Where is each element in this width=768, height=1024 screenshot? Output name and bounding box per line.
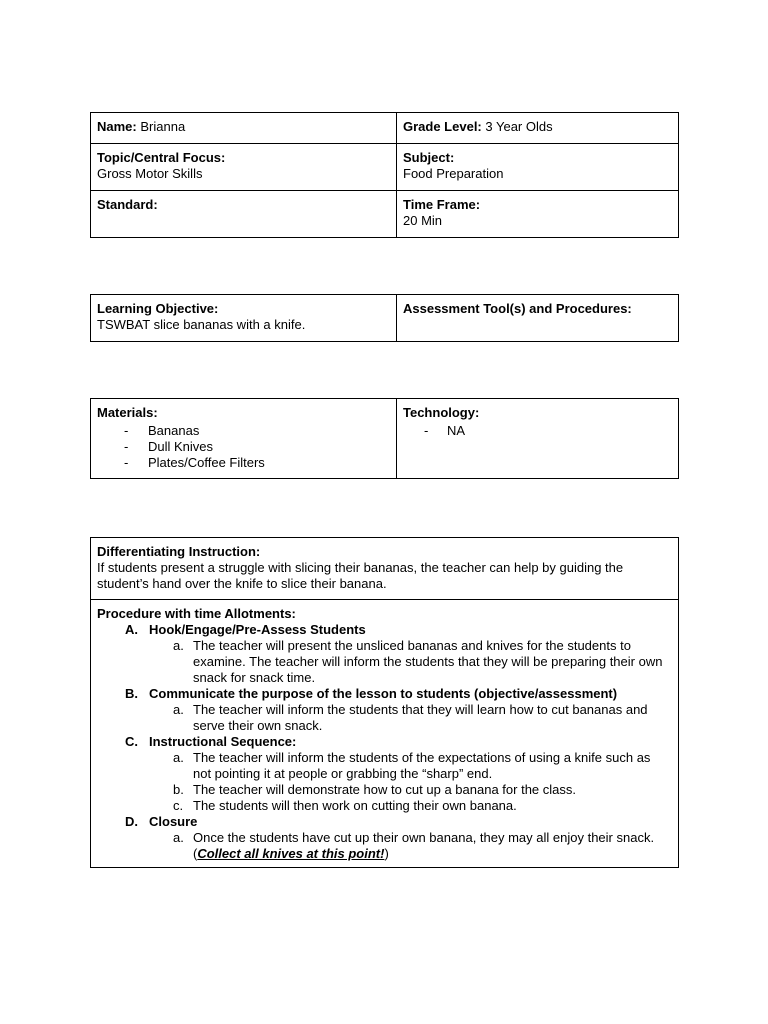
- substep-text: The teacher will inform the students of the expectations of using a knife such as not pointing it at people or grabbing the “sharp” end.: [193, 750, 651, 781]
- step-marker: A.: [125, 622, 138, 637]
- procedure-steps: [97, 622, 672, 862]
- procedure-step: [97, 814, 672, 862]
- list-item: [149, 638, 672, 686]
- header-table: [90, 112, 679, 238]
- list-item: - Plates/Coffee Filters: [97, 455, 390, 471]
- materials-table: [90, 398, 679, 479]
- objective-label: Learning Objective:: [97, 301, 219, 316]
- step-marker: D.: [125, 814, 138, 829]
- name-value: Brianna: [140, 119, 186, 134]
- procedure-step: [97, 734, 672, 814]
- materials-list: [97, 423, 390, 471]
- technology-cell: [397, 399, 679, 479]
- timeframe-label: Time Frame:: [403, 197, 481, 212]
- step-substeps: [149, 638, 672, 686]
- list-item: [149, 702, 672, 734]
- assessment-cell: [397, 295, 679, 342]
- substep-marker: c.: [173, 798, 184, 813]
- step-marker: C.: [125, 734, 138, 749]
- name-cell: [91, 113, 397, 144]
- procedure-step: [97, 686, 672, 734]
- subject-cell: [397, 144, 679, 191]
- step-substeps: [149, 750, 672, 814]
- subject-label: Subject:: [403, 150, 455, 165]
- topic-cell: [91, 144, 397, 191]
- list-item: [149, 830, 672, 862]
- differentiating-cell: [91, 538, 679, 600]
- objective-table: [90, 294, 679, 342]
- instruction-table: [90, 537, 679, 868]
- grade-cell: [397, 113, 679, 144]
- technology-list: [403, 423, 672, 439]
- list-item: - NA: [403, 423, 672, 439]
- substep-marker: b.: [173, 782, 184, 797]
- materials-label: Materials:: [97, 405, 158, 420]
- substep-marker: a.: [173, 702, 184, 717]
- technology-label: Technology:: [403, 405, 480, 420]
- name-label: Name:: [97, 119, 137, 134]
- substep-marker: a.: [173, 638, 184, 653]
- assessment-label: Assessment Tool(s) and Procedures:: [403, 301, 632, 316]
- step-marker: B.: [125, 686, 138, 701]
- materials-cell: [91, 399, 397, 479]
- substep-text: The teacher will inform the students that they will learn how to cut bananas and serve their own snack.: [193, 702, 648, 733]
- timeframe-cell: [397, 191, 679, 238]
- grade-value: 3 Year Olds: [485, 119, 553, 134]
- subject-value: Food Preparation: [403, 166, 504, 181]
- differentiating-label: Differentiating Instruction:: [97, 544, 261, 559]
- objective-value: TSWBAT slice bananas with a knife.: [97, 317, 306, 332]
- objective-cell: [91, 295, 397, 342]
- substep-text: Once the students have cut up their own banana, they may all enjoy their snack. (: [193, 830, 655, 861]
- grade-label: Grade Level:: [403, 119, 482, 134]
- substep-text: The teacher will demonstrate how to cut up a banana for the class.: [193, 782, 576, 797]
- step-title: Instructional Sequence:: [149, 734, 297, 749]
- topic-value: Gross Motor Skills: [97, 166, 203, 181]
- step-title: Communicate the purpose of the lesson to students (objective/assessment): [149, 686, 618, 701]
- step-substeps: [149, 702, 672, 734]
- substep-marker: a.: [173, 750, 184, 765]
- procedure-label: Procedure with time Allotments:: [97, 606, 296, 621]
- standard-label: Standard:: [97, 197, 158, 212]
- substep-text: The teacher will present the unsliced bananas and knives for the students to examine. The teacher will inform the students that they will be preparing their own snack for snack time.: [193, 638, 663, 685]
- differentiating-text: If students present a struggle with slicing their bananas, the teacher can help by guiding the student’s hand over the knife to slice their banana.: [97, 560, 624, 591]
- emphasis-text: Collect all knives at this point!: [197, 846, 385, 861]
- standard-cell: [91, 191, 397, 238]
- procedure-step: [97, 622, 672, 686]
- step-title: Closure: [149, 814, 198, 829]
- topic-label: Topic/Central Focus:: [97, 150, 226, 165]
- list-item: [149, 782, 672, 798]
- substep-text: The students will then work on cutting their own banana.: [193, 798, 517, 813]
- step-substeps: [149, 830, 672, 862]
- list-item: - Dull Knives: [97, 439, 390, 455]
- list-item: [149, 798, 672, 814]
- step-title: Hook/Engage/Pre-Assess Students: [149, 622, 366, 637]
- timeframe-value: 20 Min: [403, 213, 443, 228]
- substep-marker: a.: [173, 830, 184, 845]
- substep-text-after: ): [384, 846, 389, 861]
- list-item: - Bananas: [97, 423, 390, 439]
- procedure-cell: [91, 600, 679, 868]
- list-item: [149, 750, 672, 782]
